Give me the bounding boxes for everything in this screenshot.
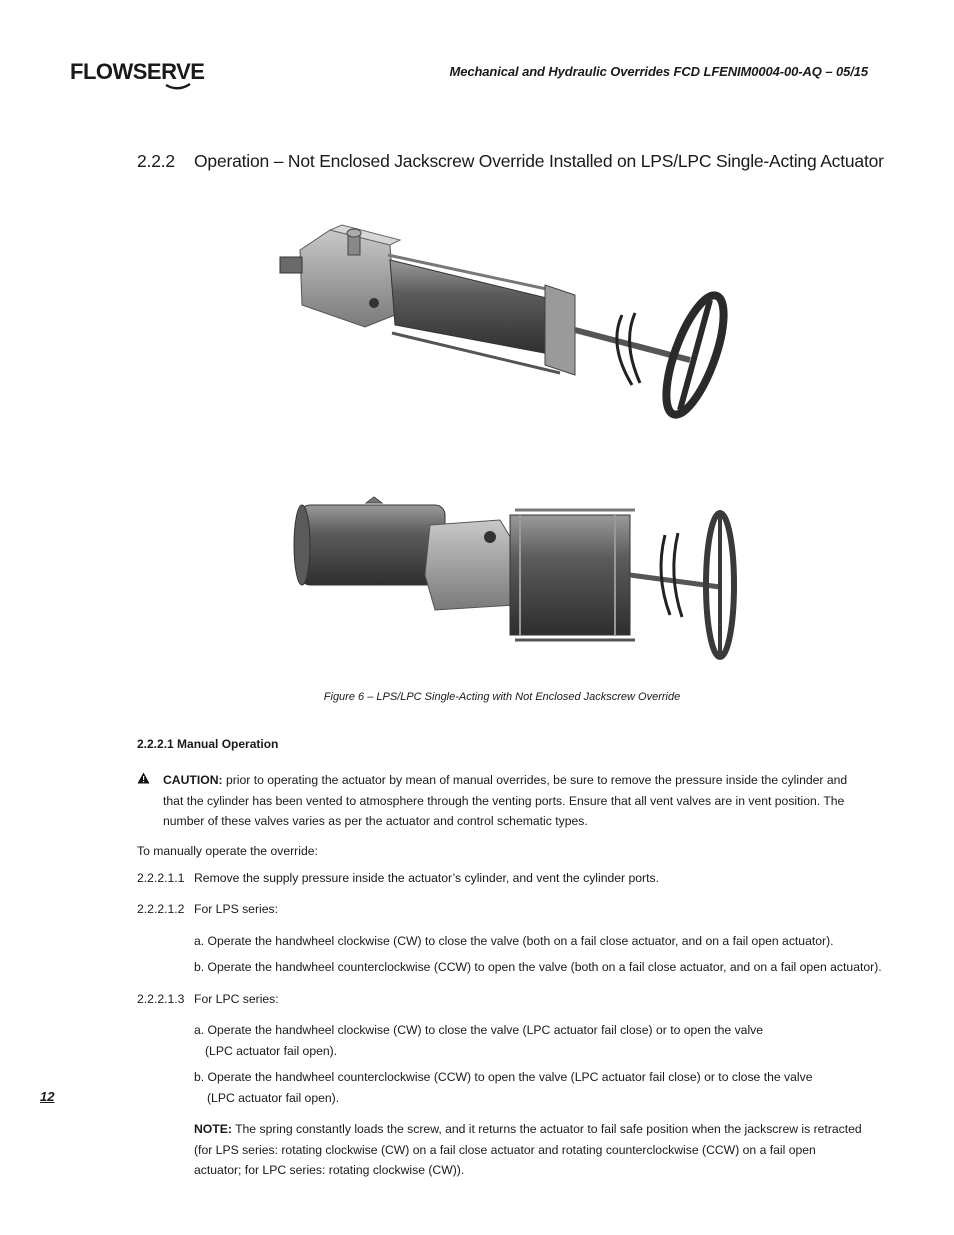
step-2-text: For LPS series: (194, 902, 278, 916)
note-text-line-3: actuator; for LPC series: rotating clockwise (CW)). (194, 1163, 465, 1177)
step-1-text: Remove the supply pressure inside the actuator’s cylinder, and vent the cylinder ports. (194, 871, 659, 885)
step-3-item-a-line-2: (LPC actuator fail open). (205, 1043, 338, 1058)
figure-caption: Figure 6 – LPS/LPC Single-Acting with Not Enclosed Jackscrew Override (323, 691, 681, 703)
step-3-item-b-line-2: (LPC actuator fail open). (207, 1090, 340, 1105)
step-2-item-a: a. Operate the handwheel clockwise (CW) to close the valve (both on a fail close actuator, and on a fail open actuator). (194, 934, 834, 948)
actuator-figure (270, 215, 750, 665)
section-title-text: Operation – Not Enclosed Jackscrew Override Installed on LPS/LPC Single-Acting Actuator (194, 151, 884, 171)
document-header-title: Mechanical and Hydraulic Overrides FCD LFENIM0004-00-AQ – 05/15 (449, 64, 868, 79)
subsection-heading: 2.2.2.1 Manual Operation (137, 737, 279, 751)
caution-text-line-3: number of these valves varies as per the actuator and control schematic types. (163, 814, 588, 828)
step-3-item-b (194, 1067, 812, 1108)
note-block (194, 1119, 862, 1181)
flowserve-logo (68, 56, 208, 96)
step-3-text: For LPC series: (194, 992, 279, 1006)
intro-text: To manually operate the override: (137, 844, 318, 858)
step-3-number: 2.2.2.1.3 (137, 992, 185, 1006)
note-label: NOTE: (194, 1122, 232, 1136)
step-3-item-b-line-1: b. Operate the handwheel counterclockwise (CCW) to open the valve (LPC actuator fail close) or to close the valve (194, 1070, 813, 1084)
caution-block (137, 770, 877, 832)
caution-text-line-1: prior to operating the actuator by mean of manual overrides, be sure to remove the pressure inside the cylinder and (222, 773, 848, 787)
warning-triangle-icon (137, 772, 150, 784)
step-3 (137, 989, 279, 1010)
caution-label: CAUTION: (163, 773, 223, 787)
step-1 (137, 868, 659, 889)
step-2 (137, 899, 278, 920)
note-text-line-2: (for LPS series: rotating clockwise (CW) on a fail close actuator and rotating counterclockwise (CCW) on a fail open (194, 1142, 816, 1157)
step-1-number: 2.2.2.1.1 (137, 871, 185, 885)
note-text-line-1: The spring constantly loads the screw, and it returns the actuator to fail safe position when the jackscrew is retracted (231, 1122, 862, 1136)
bottom-actuator-illustration (294, 497, 734, 657)
step-2-number: 2.2.2.1.2 (137, 902, 185, 916)
step-2-item-b: b. Operate the handwheel counterclockwise (CCW) to open the valve (both on a fail close actuator, and on a fail open actuator). (194, 960, 882, 974)
step-3-item-a (194, 1020, 763, 1061)
page-number: 12 (40, 1089, 55, 1104)
caution-text-line-2: that the cylinder has been vented to atmosphere through the venting ports. Ensure that all vent valves are in vent position. The (163, 793, 845, 808)
top-actuator-illustration (280, 225, 735, 421)
section-number: 2.2.2 (137, 151, 175, 171)
logo-wordmark: FLOWSERVE (70, 59, 205, 84)
section-title (137, 151, 884, 172)
step-3-item-a-line-1: a. Operate the handwheel clockwise (CW) to close the valve (LPC actuator fail close) or to open the valve (194, 1023, 764, 1037)
